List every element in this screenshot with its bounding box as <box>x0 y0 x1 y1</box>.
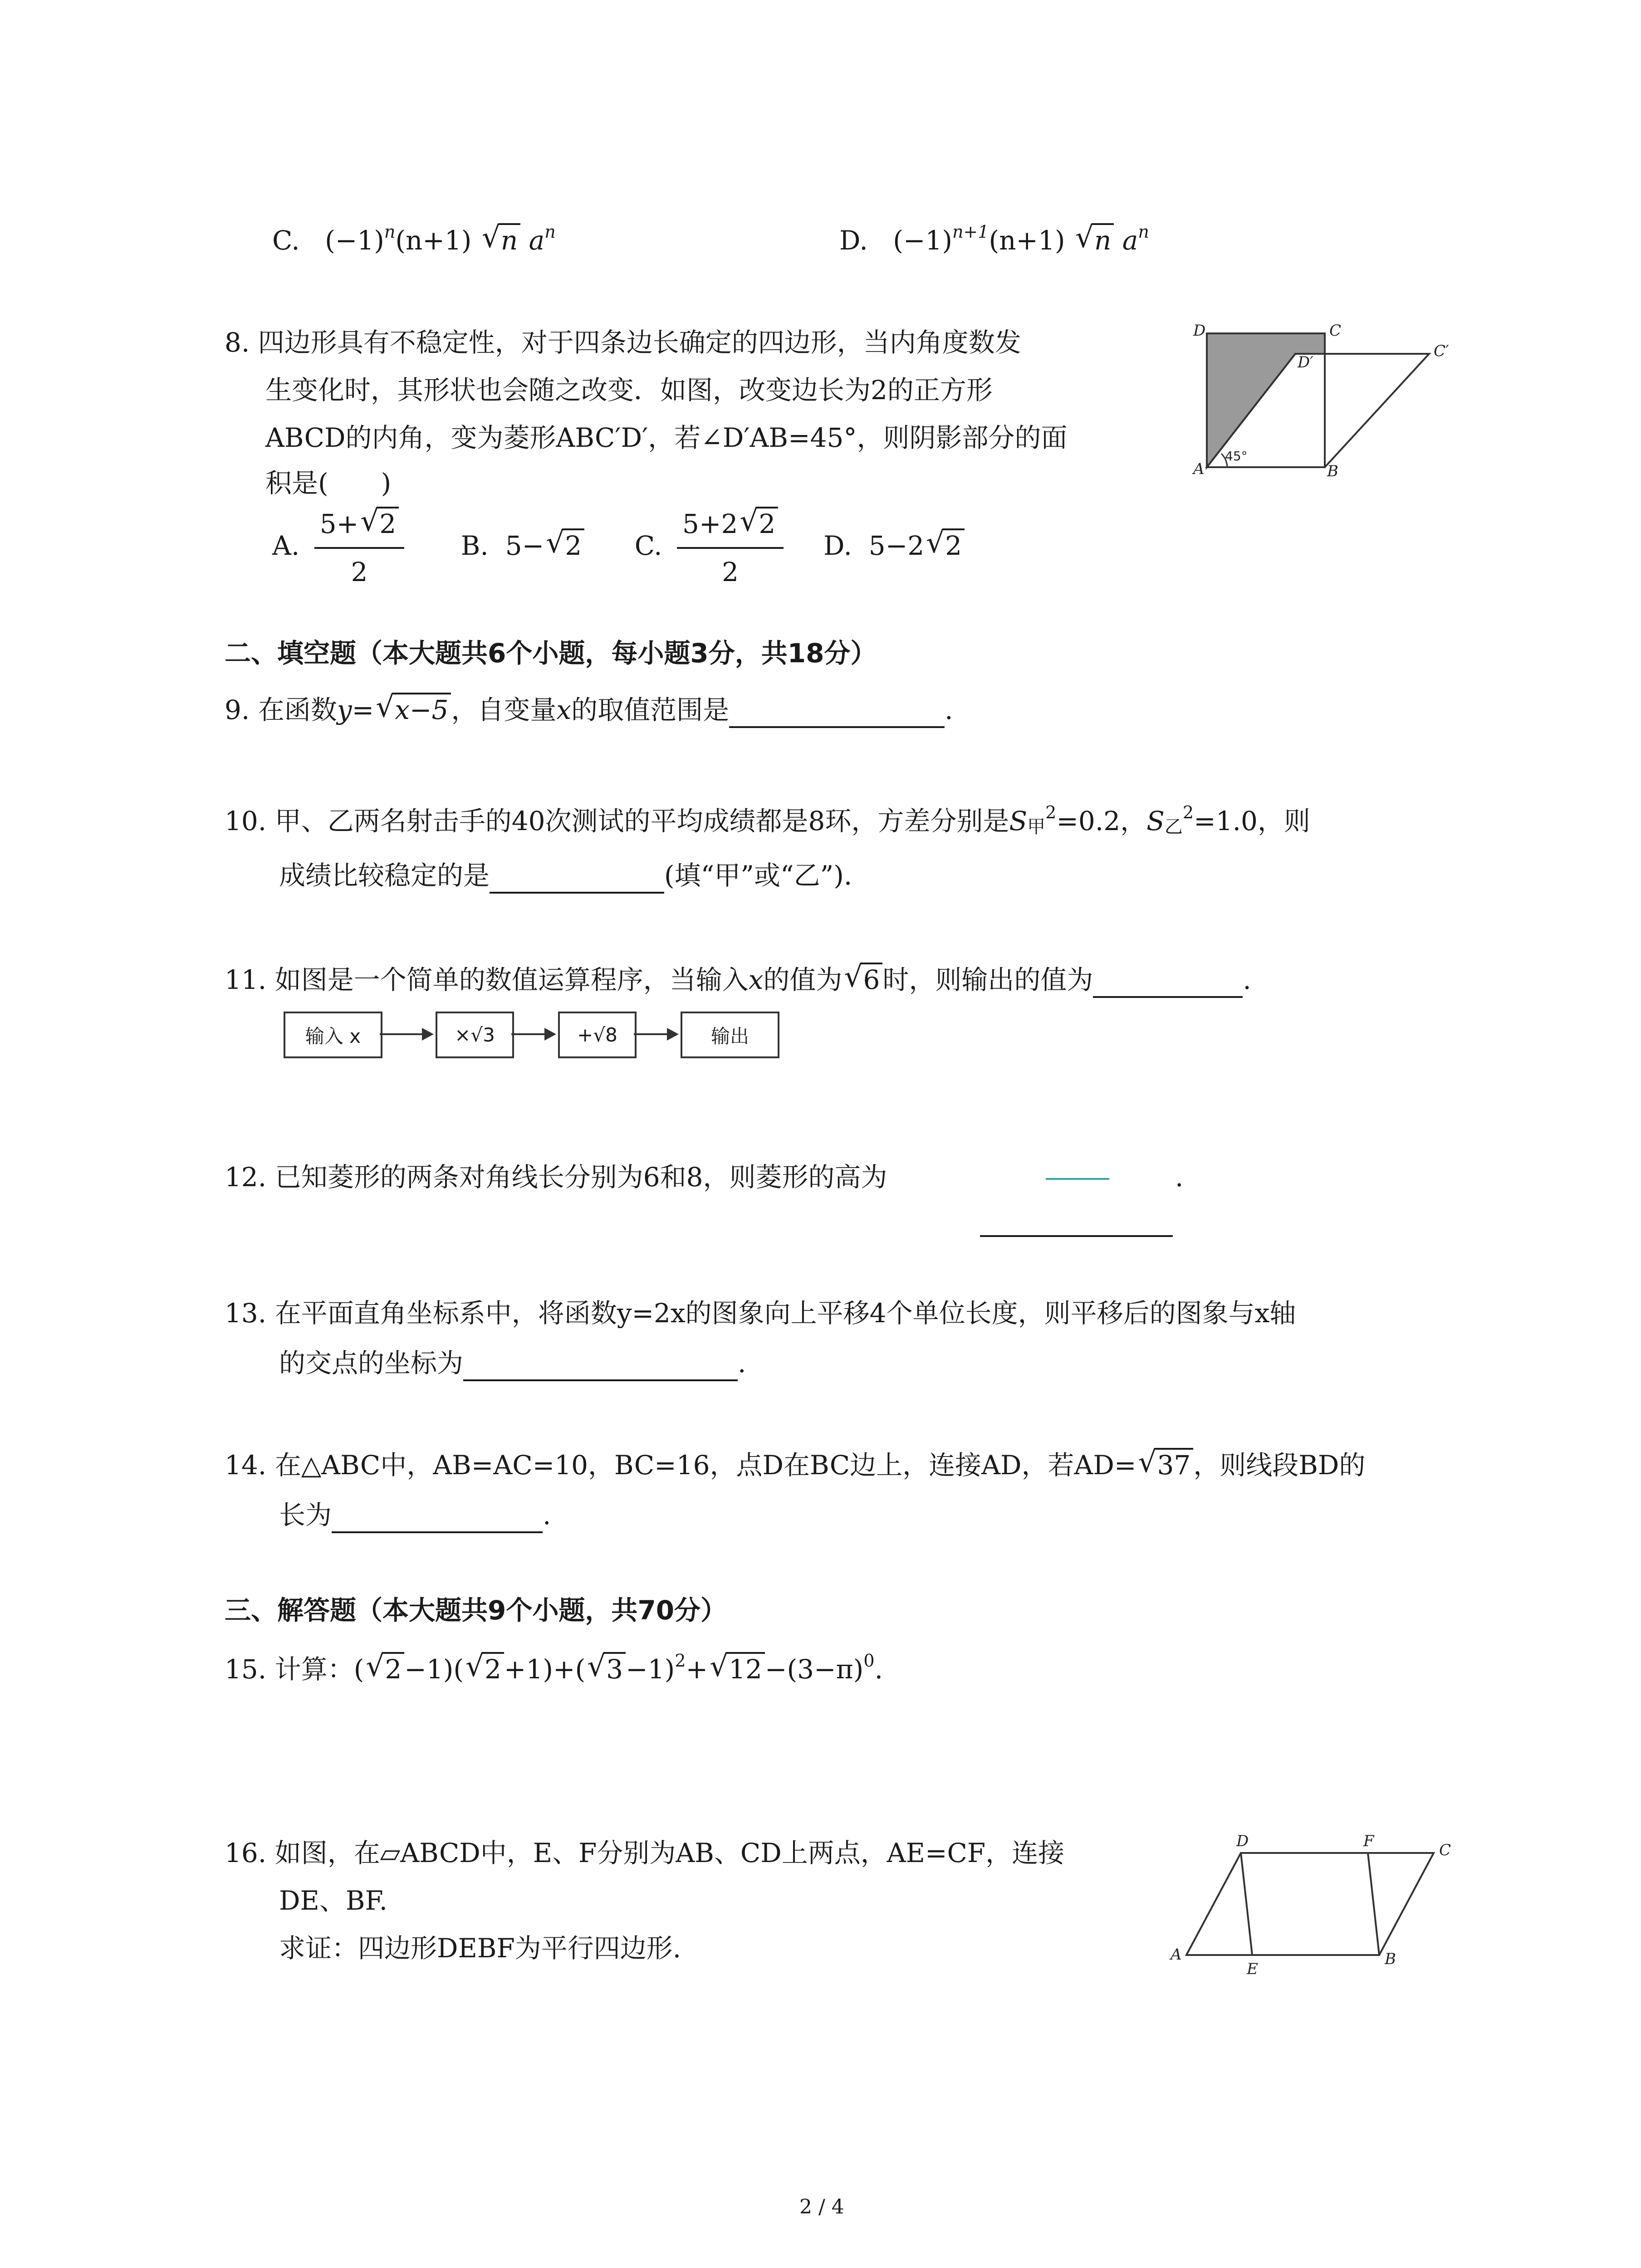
q9: 9. 在函数y=√ x−5 ，自变量x的取值范围是 . <box>225 692 953 728</box>
q8-options: A. $\frac{5+√ 2}{2}$ B. 5−√ 2 C. $\frac{5+2√ 2}{2}$ D. 5−2√ 2 <box>272 503 965 592</box>
label-b: B <box>1385 1950 1396 1968</box>
q8-line2: 生变化时，其形状也会随之改变．如图，改变边长为2的正方形 <box>265 375 993 406</box>
label-d-prime: D′ <box>1298 353 1313 371</box>
label-c: C <box>1439 1841 1451 1859</box>
flow-box-output: 输出 <box>681 1012 779 1058</box>
q10-line1: 10. 甲、乙两名射击手的40次测试的平均成绩都是8环，方差分别是S甲$^2$=0.2，S乙$^2$=1.0，则 <box>225 802 1310 837</box>
label-c-prime: C′ <box>1434 342 1449 360</box>
segment-de <box>1241 1853 1252 1955</box>
q12-end: . <box>1175 1162 1184 1193</box>
q16-line3: 求证：四边形DEBF为平行四边形. <box>279 1933 681 1964</box>
sqrt-symbol: √ n <box>482 222 520 259</box>
q14-answer-blank[interactable] <box>332 1500 543 1533</box>
label-e: E <box>1247 1960 1258 1978</box>
fraction: $\frac{5+√ 2}{2}$ <box>314 503 404 592</box>
q12-teal-mark <box>1046 1178 1109 1180</box>
section-2-title: 二、填空题（本大题共6个小题，每小题3分，共18分） <box>225 638 877 669</box>
q16-line1: 16. 如图，在▱ABCD中，E、F分别为AB、CD上两点，AE=CF，连接 <box>225 1838 1065 1868</box>
q10-answer-blank[interactable] <box>490 860 664 894</box>
q10-line2: 成绩比较稳定的是 (填“甲”或“乙”). <box>279 857 852 894</box>
label-a: A <box>1171 1945 1182 1964</box>
q8-line1: 8. 四边形具有不稳定性，对于四条边长确定的四边形，当内角度数发 <box>225 327 1021 358</box>
q16-figure <box>1161 1828 1470 1978</box>
page-number: 2 / 4 <box>799 2195 844 2219</box>
angle-label: 45° <box>1225 449 1248 464</box>
q13-line1: 13. 在平面直角坐标系中，将函数y=2x的图象向上平移4个单位长度，则平移后的图象与x轴 <box>225 1298 1296 1329</box>
q7-option-c: C. $(-1)^n(n+1)$ √ n $a^n$ <box>272 222 556 259</box>
q15: 15. 计算：(√ 2 −1)(√ 2 +1)+(√ 3 −1)$^2$+√ $12 -(3-\pi)^0$. <box>225 1651 883 1687</box>
flow-arrow <box>511 1033 554 1035</box>
label-d: D <box>1236 1832 1249 1850</box>
flow-arrow <box>634 1033 677 1035</box>
sqrt-symbol: √ n <box>1075 222 1114 259</box>
label-b: B <box>1327 462 1338 476</box>
q13-line2: 的交点的坐标为 . <box>279 1345 746 1381</box>
label-d: D <box>1193 322 1206 340</box>
flow-box-add: +√8 <box>558 1012 637 1058</box>
q16-line2: DE、BF. <box>279 1885 388 1916</box>
q7-option-d: D. $(-1)^{n+1}(n+1)$ √ n $a^n$ <box>839 222 1149 259</box>
flow-box-multiply: ×√3 <box>436 1012 514 1058</box>
q13-answer-blank[interactable] <box>463 1348 738 1381</box>
q14-line2: 长为 . <box>279 1497 551 1533</box>
label-a: A <box>1193 460 1205 476</box>
q12: 12. 已知菱形的两条对角线长分别为6和8，则菱形的高为 <box>225 1162 887 1193</box>
parallelogram-abcd <box>1186 1853 1434 1955</box>
label-f: F <box>1363 1832 1374 1850</box>
section-3-title: 三、解答题（本大题共9个小题，共70分） <box>225 1595 727 1626</box>
label-c: C <box>1329 322 1342 340</box>
q11-answer-blank[interactable] <box>1093 964 1243 998</box>
flow-arrow <box>380 1033 432 1035</box>
q14-line1: 14. 在△ABC中，AB=AC=10，BC=16，点D在BC边上，连接AD，若AD=√ 37 ，则线段BD的 <box>225 1447 1365 1483</box>
q11: 11. 如图是一个简单的数值运算程序，当输入x的值为√ 6 时，则输出的值为 . <box>225 962 1251 998</box>
fraction: $\frac{5+2√ 2}{2}$ <box>677 503 784 592</box>
segment-bf <box>1368 1853 1379 1955</box>
flow-box-input: 输入 x <box>284 1012 382 1058</box>
q12-answer-blank[interactable] <box>980 1235 1173 1237</box>
q9-answer-blank[interactable] <box>729 694 945 728</box>
q8-line4: 积是( ) <box>265 468 392 499</box>
q8-figure <box>1171 313 1479 476</box>
q8-line3: ABCD的内角，变为菱形ABC′D′，若∠D′AB=45°，则阴影部分的面 <box>265 422 1068 453</box>
